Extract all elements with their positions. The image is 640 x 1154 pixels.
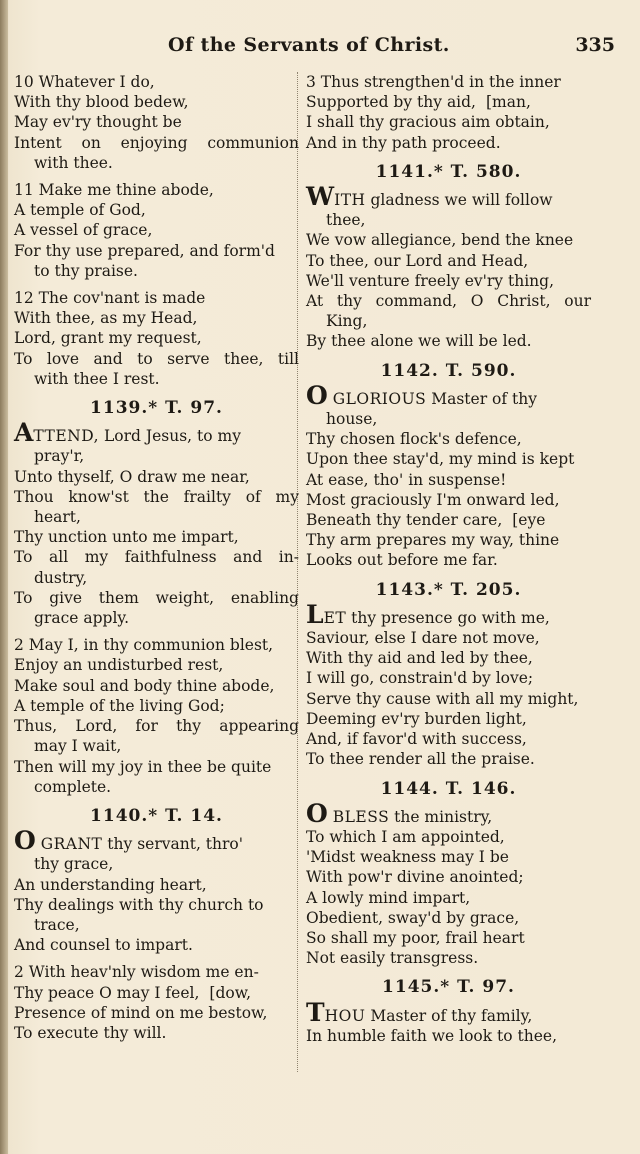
- hymn-1141: [306, 182, 591, 352]
- verse-line: With thy blood bedew,: [14, 93, 189, 112]
- verse-line: 2 With heav'nly wisdom me en-: [14, 963, 259, 982]
- verse-line-continued: with thee.: [34, 153, 113, 172]
- small-caps-word: GLORIOUS: [332, 389, 427, 408]
- verse-line: Make soul and body thine abode,: [14, 676, 275, 695]
- verse-line: LET thy presence go with me,: [306, 599, 550, 629]
- verse-line-continued: King,: [326, 312, 368, 331]
- verse-line: 11 Make me thine abode,: [14, 181, 214, 200]
- verse-line: Looks out before me far.: [306, 551, 498, 570]
- verse-line: Deeming ev'ry burden light,: [306, 709, 527, 728]
- verse-line: O GLORIOUS Master of thy: [306, 380, 537, 410]
- verse-line: Unto thyself, O draw me near,: [14, 467, 250, 486]
- verse-10: [14, 72, 299, 173]
- verse-line: O GRANT thy servant, thro': [14, 826, 244, 856]
- verse-line: Upon thee stay'd, my mind is kept: [306, 450, 575, 469]
- hymn-heading-1144: 1144. T. 146.: [380, 778, 517, 799]
- verse-line: Then will my joy in thee be quite: [14, 757, 272, 776]
- drop-cap: W: [306, 182, 335, 212]
- hymn-heading-1142: 1142. T. 590.: [380, 360, 517, 381]
- verse-line-continued: thee,: [326, 211, 366, 230]
- verse-line: With thee, as my Head,: [14, 309, 198, 328]
- verse-line: With pow'r divine anointed;: [306, 868, 524, 887]
- verse-line: To thee render all the praise.: [306, 750, 535, 769]
- drop-cap: A: [14, 418, 34, 448]
- hymn-1140-verse-1: [14, 826, 299, 955]
- verse-line: To thee, our Lord and Head,: [306, 251, 529, 270]
- verse-line: Not easily transgress.: [306, 949, 479, 968]
- verse-line: At ease, tho' in suspense!: [306, 470, 507, 489]
- verse-line-continued: with thee I rest.: [34, 369, 160, 388]
- hymn-heading-1141: 1141.* T. 580.: [375, 161, 522, 182]
- small-caps-word: TTEND,: [33, 427, 100, 446]
- verse-line-continued: house,: [326, 410, 378, 429]
- verse-line: Serve thy cause with all my might,: [306, 689, 579, 708]
- verse-line-justified: To all my faithfulness and in-: [14, 548, 299, 567]
- verse-line-continued: thy grace,: [34, 855, 114, 874]
- verse-line: Presence of mind on me bestow,: [14, 1003, 268, 1022]
- verse-line: Thy chosen flock's defence,: [306, 430, 522, 449]
- verse-line: So shall my poor, frail heart: [306, 928, 525, 947]
- hymn-heading-1143: 1143.* T. 205.: [375, 579, 522, 600]
- hymn-1145: [306, 997, 591, 1046]
- verse-line: Most graciously I'm onward led,: [306, 490, 560, 509]
- verse-line: Enjoy an undisturbed rest,: [14, 656, 224, 675]
- small-caps-word: BLESS: [332, 807, 390, 826]
- verse-line: Lord, grant my request,: [14, 329, 202, 348]
- verse-line: O BLESS the ministry,: [306, 798, 493, 828]
- verse-line: To which I am appointed,: [306, 827, 505, 846]
- verse-line: ATTEND, Lord Jesus, to my: [14, 418, 241, 448]
- small-caps-word: GRANT: [40, 835, 103, 854]
- verse-line: A temple of God,: [14, 201, 146, 220]
- verse-line: To execute thy will.: [14, 1023, 167, 1042]
- right-column: [306, 72, 591, 1046]
- verse-line: Beneath thy tender care, [eye: [306, 511, 546, 530]
- verse-line: And, if favor'd with success,: [306, 730, 527, 749]
- verse-line: Thy dealings with thy church to: [14, 895, 264, 914]
- running-title: Of the Servants of Christ.: [168, 34, 450, 56]
- verse-line: An understanding heart,: [14, 875, 207, 894]
- verse-line: We'll venture freely ev'ry thing,: [306, 271, 554, 290]
- verse-line-continued: complete.: [34, 777, 112, 796]
- verse-line: Thy unction unto me impart,: [14, 528, 239, 547]
- verse-line-justified: Intent on enjoying communion: [14, 133, 299, 152]
- verse-line: Thy arm prepares my way, thine: [306, 531, 560, 550]
- hymn-heading-1140: 1140.* T. 14.: [90, 805, 223, 826]
- verse-line-continued: trace,: [34, 915, 80, 934]
- verse-line: Thy peace O may I feel, [dow,: [14, 983, 252, 1002]
- verse-line: I shall thy gracious aim obtain,: [306, 113, 550, 132]
- verse-12: [14, 288, 299, 389]
- small-caps-word: ITH: [334, 191, 366, 210]
- running-header: [10, 34, 615, 62]
- drop-cap: T: [306, 997, 325, 1027]
- verse-line-justified: At thy command, O Christ, our: [306, 292, 591, 311]
- verse-line: And counsel to impart.: [14, 936, 193, 955]
- hymn-1140-verse-2: [14, 962, 299, 1043]
- hymn-1139-verse-1: [14, 418, 299, 628]
- verse-line: By thee alone we will be led.: [306, 332, 532, 351]
- small-caps-word: HOU: [324, 1006, 366, 1025]
- verse-line: And in thy path proceed.: [306, 133, 501, 152]
- verse-line-continued: pray'r,: [34, 447, 85, 466]
- verse-11: [14, 180, 299, 281]
- hymn-1139-verse-2: [14, 635, 299, 797]
- drop-cap: O: [306, 380, 328, 410]
- verse-line: With thy aid and led by thee,: [306, 649, 533, 668]
- verse-line: A lowly mind impart,: [306, 888, 471, 907]
- verse-line: 3 Thus strengthen'd in the inner: [306, 73, 561, 91]
- verse-line-continued: grace apply.: [34, 609, 130, 628]
- verse-line-justified: Thus, Lord, for thy appearing: [14, 717, 299, 736]
- verse-line: In humble faith we look to thee,: [306, 1026, 558, 1045]
- hymn-1142: [306, 380, 591, 571]
- drop-cap: L: [306, 599, 324, 629]
- hymn-1144: [306, 798, 591, 969]
- verse-line: We vow allegiance, bend the knee: [306, 231, 574, 250]
- verse-3: [306, 72, 591, 153]
- verse-line-justified: To give them weight, enabling: [14, 588, 299, 607]
- small-caps-word: ET: [323, 608, 347, 627]
- verse-line-justified: To love and to serve thee, till: [14, 349, 299, 368]
- verse-line: I will go, constrain'd by love;: [306, 669, 534, 688]
- verse-line: THOU Master of thy family,: [306, 997, 533, 1027]
- verse-line-continued: heart,: [34, 508, 81, 527]
- verse-line: A temple of the living God;: [14, 696, 225, 715]
- verse-line-continued: to thy praise.: [34, 261, 138, 280]
- page-number: 335: [575, 34, 615, 56]
- verse-line: WITH gladness we will follow: [306, 182, 553, 212]
- verse-line: 'Midst weakness may I be: [306, 848, 509, 867]
- drop-cap: O: [14, 826, 36, 856]
- verse-line: Saviour, else I dare not move,: [306, 629, 540, 648]
- hymn-1143: [306, 599, 591, 770]
- drop-cap: O: [306, 798, 328, 828]
- verse-line: For thy use prepared, and form'd: [14, 241, 275, 260]
- verse-line-justified: Thou know'st the frailty of my: [14, 487, 299, 506]
- hymn-heading-1139: 1139.* T. 97.: [90, 398, 223, 419]
- verse-line: 12 The cov'nant is made: [14, 289, 206, 308]
- verse-line: Supported by thy aid, [man,: [306, 93, 531, 112]
- verse-line: 10 Whatever I do,: [14, 73, 155, 91]
- verse-line-continued: dustry,: [34, 568, 88, 587]
- verse-line-continued: may I wait,: [34, 737, 122, 756]
- verse-line: A vessel of grace,: [14, 221, 153, 240]
- verse-line: May ev'ry thought be: [14, 113, 182, 132]
- verse-line: Obedient, sway'd by grace,: [306, 908, 520, 927]
- left-column: [14, 72, 299, 1043]
- book-spine-shadow: [0, 0, 8, 1154]
- hymn-heading-1145: 1145.* T. 97.: [382, 977, 515, 998]
- verse-line: 2 May I, in thy communion blest,: [14, 636, 274, 655]
